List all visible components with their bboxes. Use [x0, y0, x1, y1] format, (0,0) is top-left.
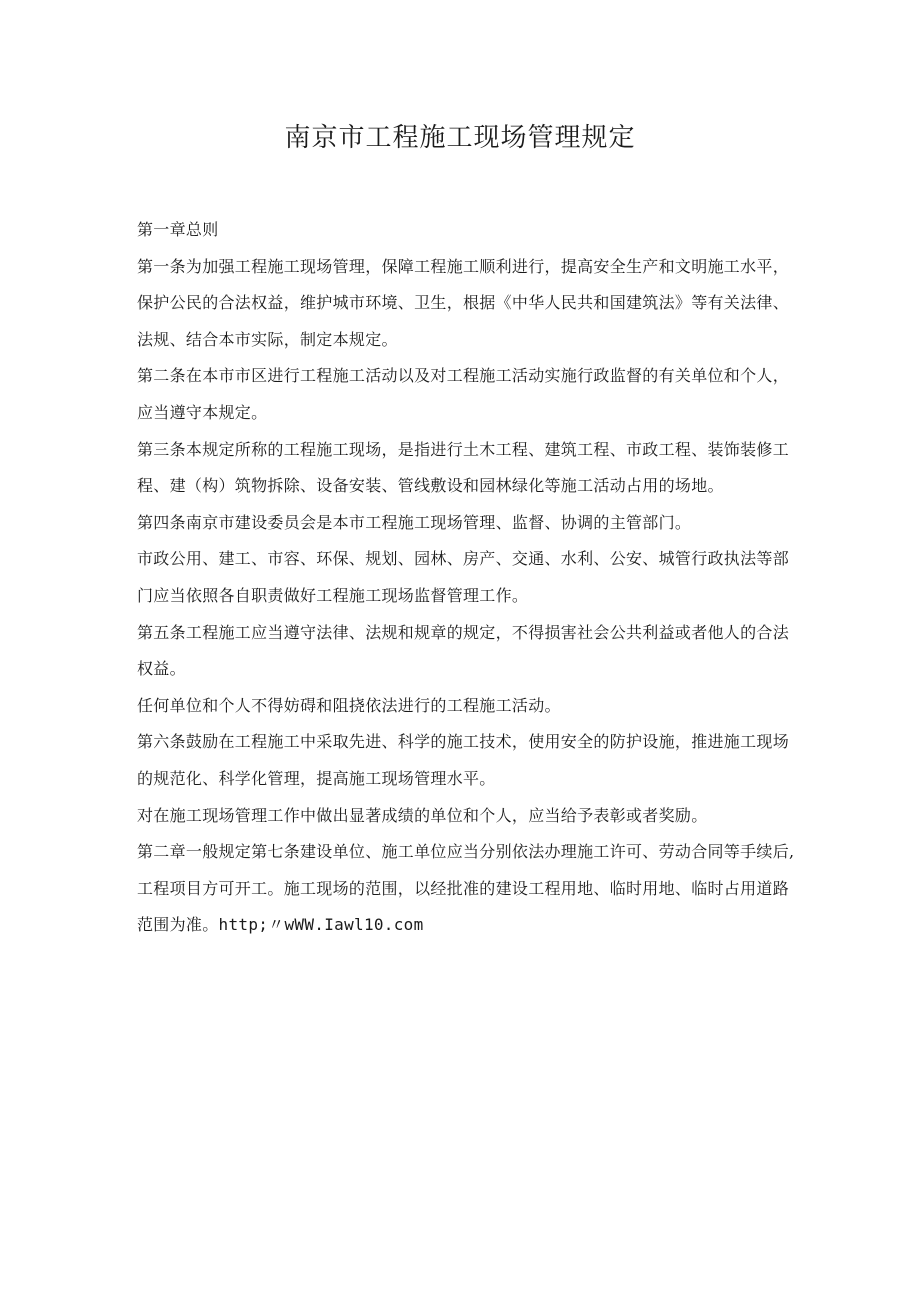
paragraph-chapter-2-article-7-text: 第二章一般规定第七条建设单位、施工单位应当分别依法办理施工许可、劳动合同等手续后,工程项目方可开工。施工现场的范围，以经批准的建设工程用地、临时用地、临时占用道路范围为准。	[137, 842, 795, 935]
watermark-url-text: http;〃wWW.Iawl10.com	[218, 915, 424, 935]
document-body	[137, 212, 797, 944]
document-title: 南京市工程施工现场管理规定	[284, 123, 636, 153]
paragraph-chapter-1-heading: 第一章总则	[137, 220, 219, 239]
paragraph-article-4: 第四条南京市建设委员会是本市工程施工现场管理、监督、协调的主管部门。	[137, 512, 692, 532]
paragraph-article-4-departments: 市政公用、建工、市容、环保、规划、园林、房产、交通、水利、公安、城管行政执法等部门应当依照各自职责做好工程施工现场监督管理工作。	[137, 549, 790, 605]
paragraph-article-2: 第二条在本市市区进行工程施工活动以及对工程施工活动实施行政监督的有关单位和个人，应当遵守本规定。	[137, 366, 790, 422]
paragraph-article-6-awards: 对在施工现场管理工作中做出显著成绩的单位和个人，应当给予表彰或者奖励。	[137, 805, 708, 825]
paragraph-article-5: 第五条工程施工应当遵守法律、法规和规章的规定，不得损害社会公共利益或者他人的合法权益。	[137, 622, 790, 679]
paragraph-article-6: 第六条鼓励在工程施工中采取先进、科学的施工技术，使用安全的防护设施，推进施工现场的规范化、科学化管理，提高施工现场管理水平。	[137, 732, 790, 788]
paragraph-article-3: 第三条本规定所称的工程施工现场，是指进行土木工程、建筑工程、市政工程、装饰装修工程、建（构）筑物拆除、设备安装、管线敷设和园林绿化等施工活动占用的场地。	[137, 439, 790, 496]
paragraph-article-5-obstruction: 任何单位和个人不得妨碍和阻挠依法进行的工程施工活动。	[137, 695, 561, 715]
paragraph-chapter-2-article-7	[137, 834, 797, 944]
paragraph-article-1: 第一条为加强工程施工现场管理，保障工程施工顺利进行，提高安全生产和文明施工水平，保护公民的合法权益，维护城市环境、卫生，根据《中华人民共和国建筑法》等有关法律、法规、结合本市实际，制定本规定。	[137, 256, 790, 349]
